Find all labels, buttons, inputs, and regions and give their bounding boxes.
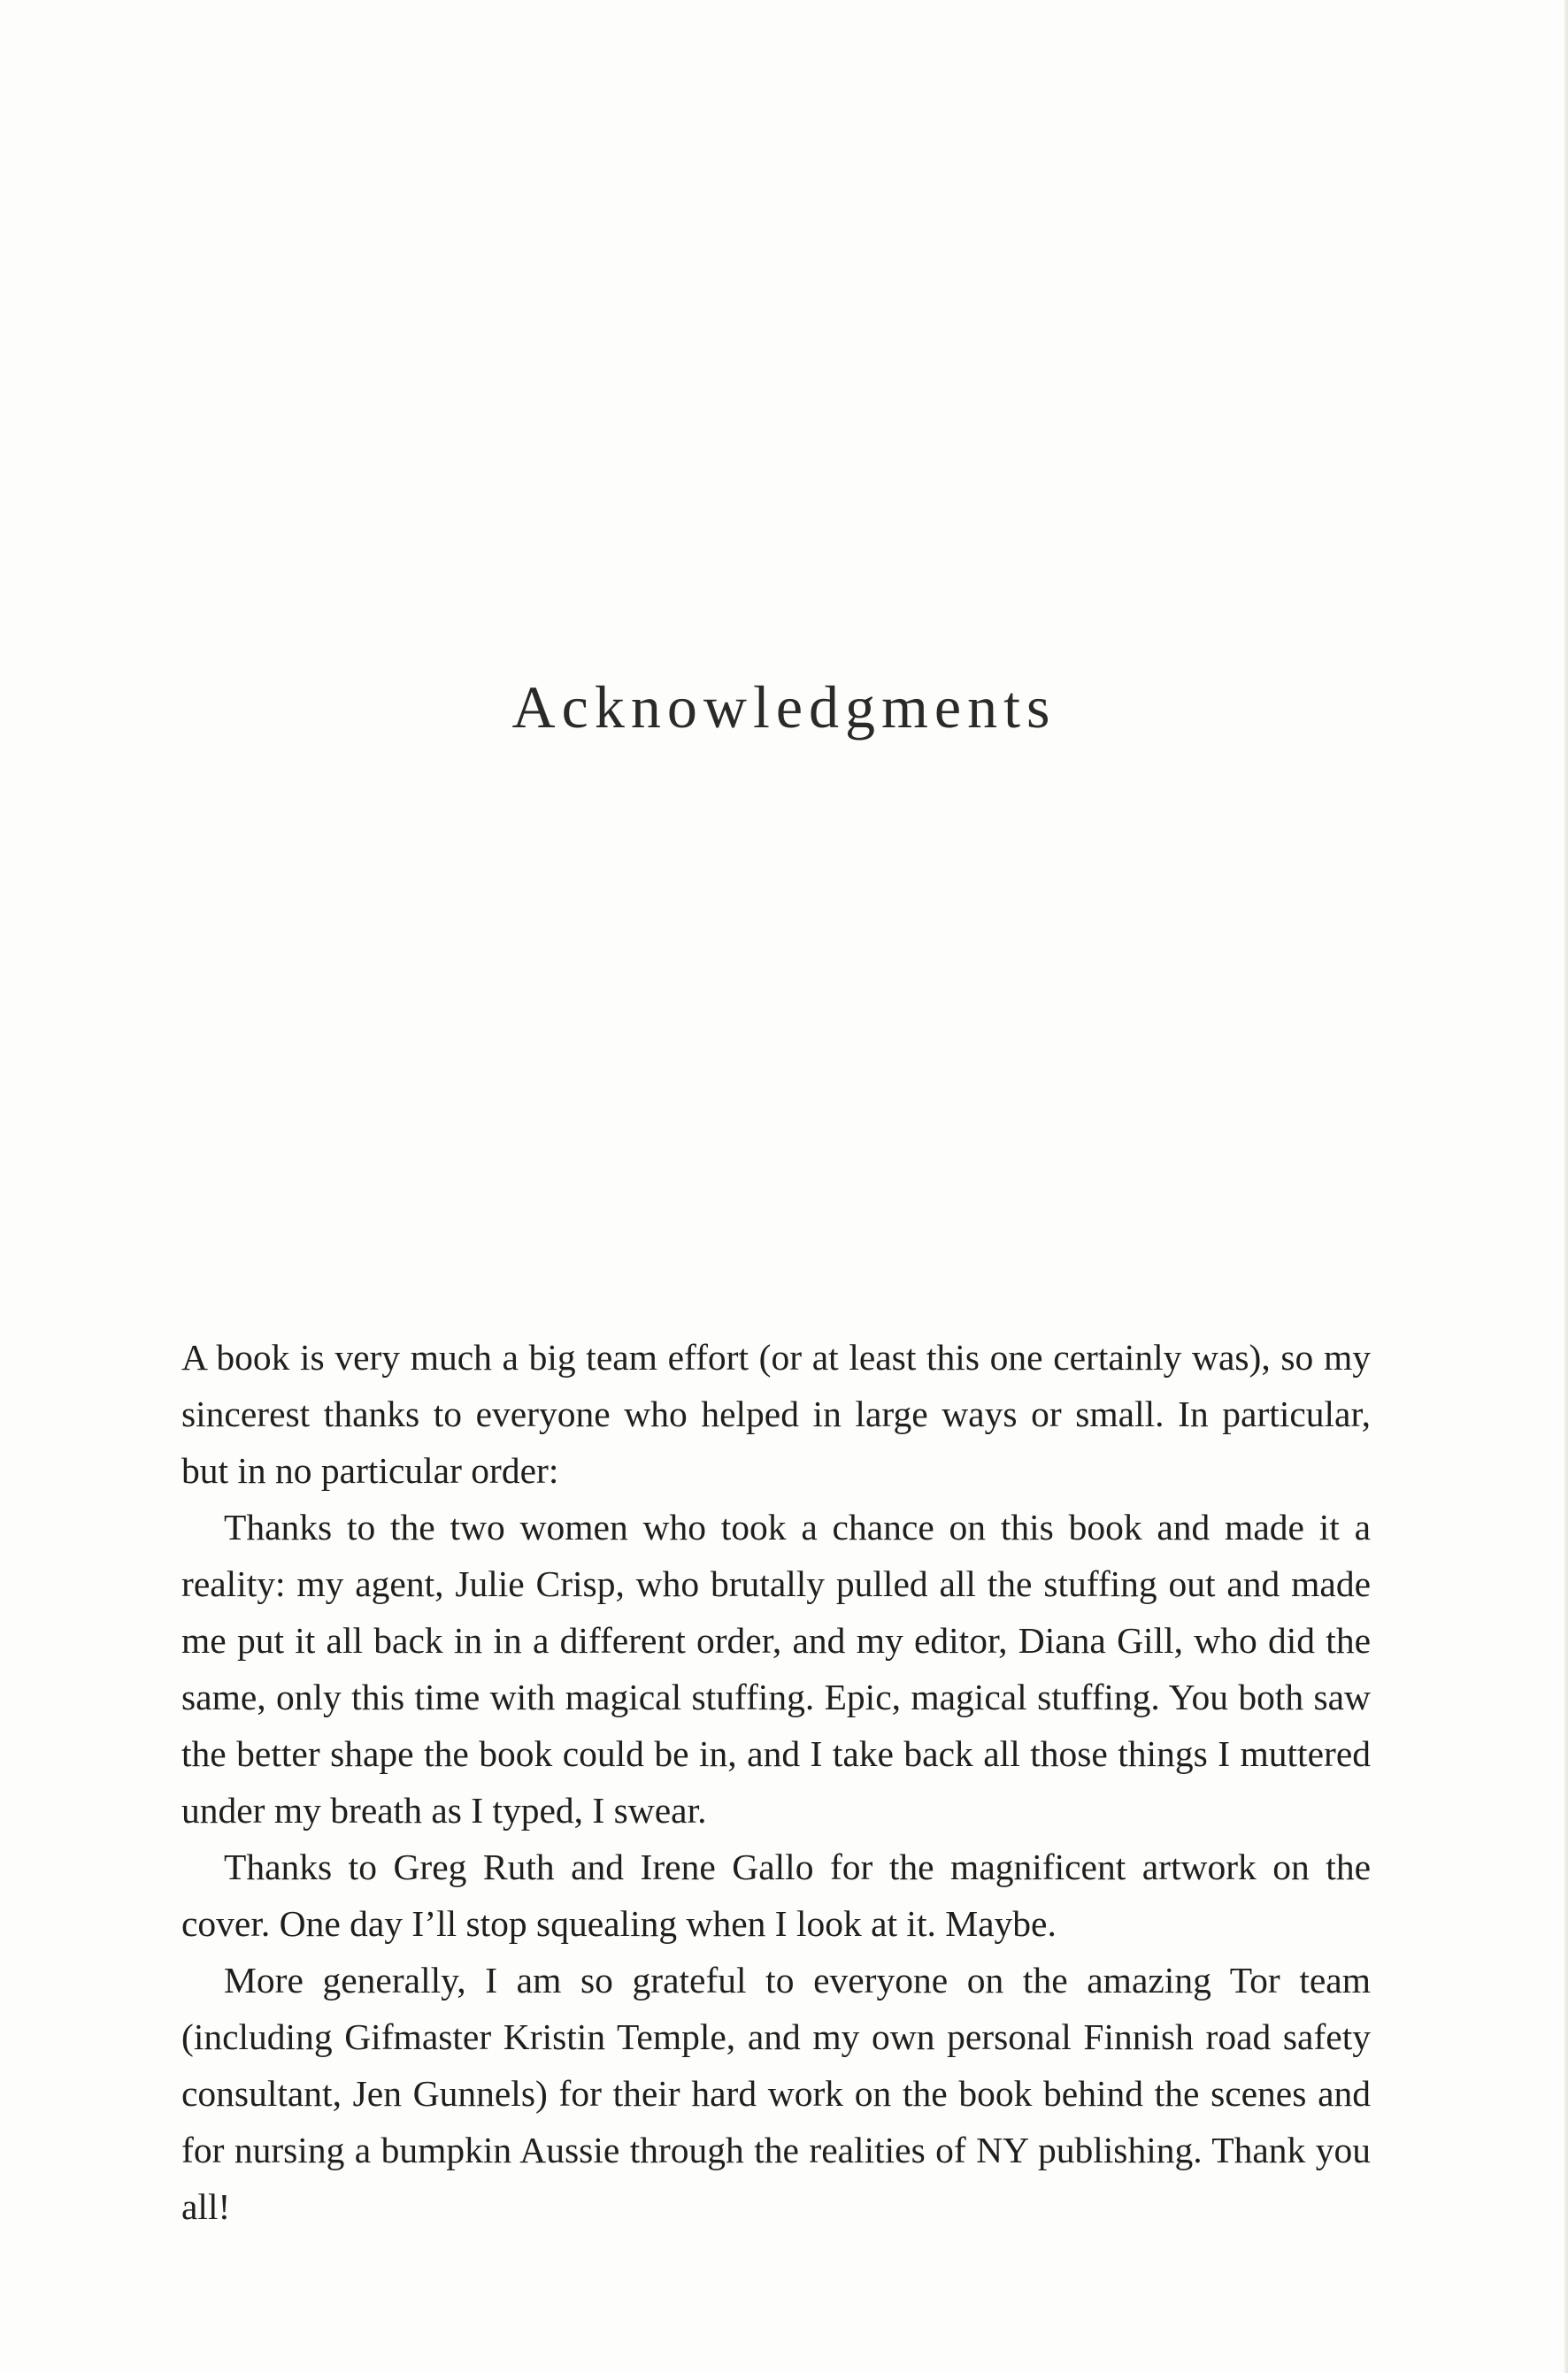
page-edge [1564,0,1568,2373]
paragraph-4: More generally, I am so grateful to everyone on the amazing Tor team (including Gifmaster Kristin Temple, and my own personal Finnish road safety consultant, Jen Gunnels) for their hard work on the book behind the scenes and for nursing a bumpkin Aussie through the realities of NY publishing. Thank you all! [181,1960,1371,2227]
paragraph-1: A book is very much a big team effort (or at least this one certainly was), so my sincerest thanks to everyone who helped in large ways or small. In particular, but in no particular order: [181,1337,1371,1491]
paragraph-2: Thanks to the two women who took a chance on this book and made it a reality: my agent, Julie Crisp, who brutally pulled all the stuffing out and made me put it all back in in a different order, and my editor, Diana Gill, who did the same, only this time with magical stuffing. Epic, magical stuffing. You both saw the better shape the book could be in, and I take back all those things I muttered under my breath as I typed, I swear. [181,1507,1371,1831]
acknowledgments-body [181,1329,1371,2235]
page-title: Acknowledgments [511,673,1057,741]
paragraph-3: Thanks to Greg Ruth and Irene Gallo for the magnificent artwork on the cover. One day I’ll stop squealing when I look at it. Maybe. [181,1847,1371,1944]
